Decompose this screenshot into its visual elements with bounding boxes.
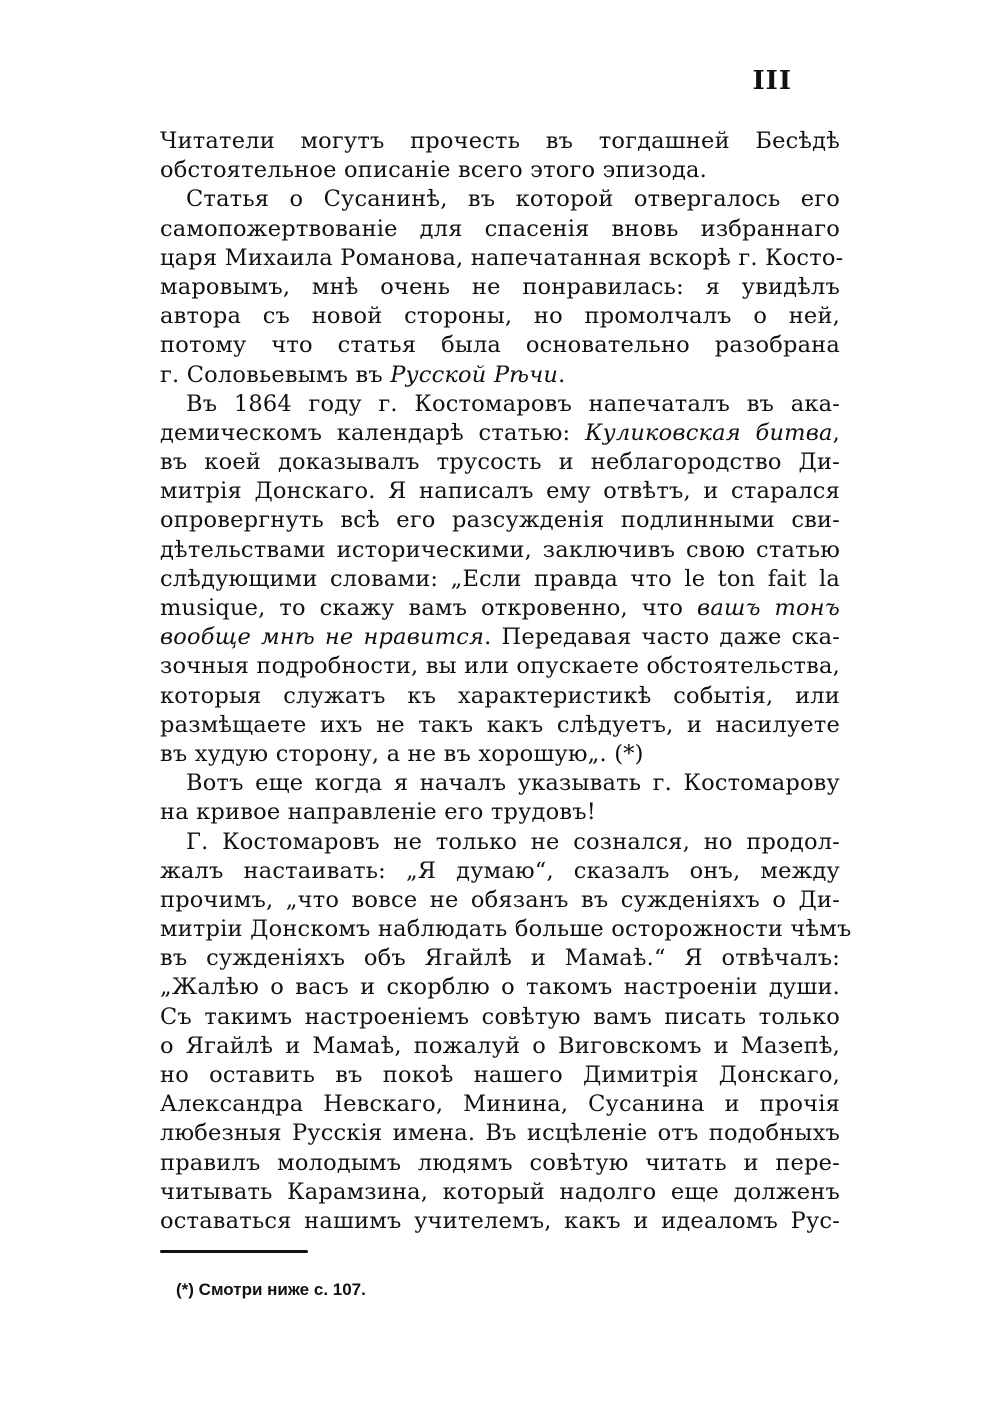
- text-segment: демическомъ календарѣ статью:: [160, 419, 585, 446]
- text-line: читывать Карамзина, который надолго еще долженъ: [160, 1178, 840, 1205]
- text-line: митрiи Донскомъ наблюдать больше осторожности чѣмъ: [160, 916, 852, 943]
- text-segment: ,: [832, 419, 840, 446]
- text-line: [160, 361, 840, 390]
- text-line: Читатели могутъ прочесть въ тогдашней Бесѣдѣ: [160, 128, 840, 154]
- text-line: въ сужденiяхъ объ Ягайлѣ и Мамаѣ.“ Я отвѣчалъ:: [160, 945, 840, 972]
- text-line: въ худую сторону, а не въ хорошую„. (*): [160, 740, 644, 767]
- text-line: Въ 1864 году г. Костомаровъ напечаталъ въ ака-: [186, 390, 840, 417]
- footnote-separator: [160, 1250, 308, 1253]
- italic-title: вообще мнѣ не нравится: [160, 624, 485, 651]
- text-line: [160, 594, 840, 623]
- text-line: слѣдующими словами: „Если правда что le ton fait la: [160, 565, 840, 592]
- text-line: въ коей доказывалъ трусость и неблагородство Ди-: [160, 449, 840, 476]
- text-line: оставаться нашимъ учителемъ, какъ и идеаломъ Рус-: [160, 1207, 840, 1234]
- text-line: обстоятельное описанiе всего этого эпизода.: [160, 157, 707, 184]
- text-line: потому что статья была основательно разобрана: [160, 332, 840, 359]
- text-line: митрiя Донскаго. Я написалъ ему отвѣтъ, и старался: [160, 478, 840, 505]
- text-line: правилъ молодымъ людямъ совѣтую читать и пере-: [160, 1149, 840, 1176]
- text-line: о Ягайлѣ и Мамаѣ, пожалуй о Виговскомъ и Мазепѣ,: [160, 1032, 840, 1059]
- text-line: которыя служатъ къ характеристикѣ событiя, или: [160, 682, 840, 709]
- text-segment: г. Соловьевымъ въ: [160, 361, 391, 388]
- italic-title: Куликовская битва: [584, 419, 833, 446]
- text-line: на кривое направленiе его трудовъ!: [160, 799, 596, 826]
- text-line: опровергнуть всѣ его разсужденiя подлинными сви-: [160, 507, 840, 534]
- text-line: любезныя Русскiя имена. Въ исцѣленiе отъ подобныхъ: [160, 1120, 840, 1147]
- text-line: но оставить въ покоѣ нашего Димитрiя Донскаго,: [160, 1062, 840, 1088]
- text-line: царя Михаила Романова, напечатанная вскорѣ г. Косто-: [160, 244, 844, 271]
- text-segment: musique, то скажу вамъ откровенно, что: [160, 595, 698, 621]
- body-text: [160, 127, 852, 1236]
- text-line: прочимъ, „что вовсе не обязанъ въ сужденiяхъ о Ди-: [160, 886, 840, 913]
- italic-title: Русской Рѣчи: [390, 361, 559, 388]
- italic-title: вашъ тонъ: [697, 595, 840, 621]
- text-line: Александра Невскаго, Минина, Сусанина и прочiя: [160, 1091, 840, 1118]
- page-number: III: [752, 66, 792, 96]
- text-line: [160, 419, 840, 448]
- text-line: Статья о Сусанинѣ, въ которой отвергалось его: [186, 186, 840, 213]
- text-line: маровымъ, мнѣ очень не понравилась: я увидѣлъ: [160, 273, 840, 300]
- text-segment: . Передавая часто даже ска-: [484, 624, 840, 651]
- text-line: размѣщаете ихъ не такъ какъ слѣдуетъ, и насилуете: [160, 711, 840, 738]
- text-line: Съ такимъ настроенiемъ совѣтую вамъ писать только: [160, 1003, 840, 1030]
- text-line: зочныя подробности, вы или опускаете обстоятельства,: [160, 653, 840, 680]
- text-line: жалъ настаивать: „Я думаю“, сказалъ онъ, между: [160, 857, 840, 884]
- text-line: дѣтельствами историческими, заключивъ свою статью: [160, 536, 840, 563]
- footnote: (*) Смотри ниже с. 107.: [176, 1280, 366, 1299]
- text-segment: .: [558, 361, 566, 388]
- text-line: Вотъ еще когда я началъ указывать г. Костомарову: [186, 770, 840, 797]
- text-line: самопожертвованiе для спасенiя вновь избраннаго: [160, 215, 840, 242]
- text-line: Г. Костомаровъ не только не сознался, но продол-: [186, 828, 840, 855]
- text-line: „Жалѣю о васъ и скорблю о такомъ настроенiи души.: [160, 974, 840, 1001]
- text-line: автора съ новой стороны, но промолчалъ о ней,: [160, 303, 840, 330]
- text-line: [160, 623, 840, 652]
